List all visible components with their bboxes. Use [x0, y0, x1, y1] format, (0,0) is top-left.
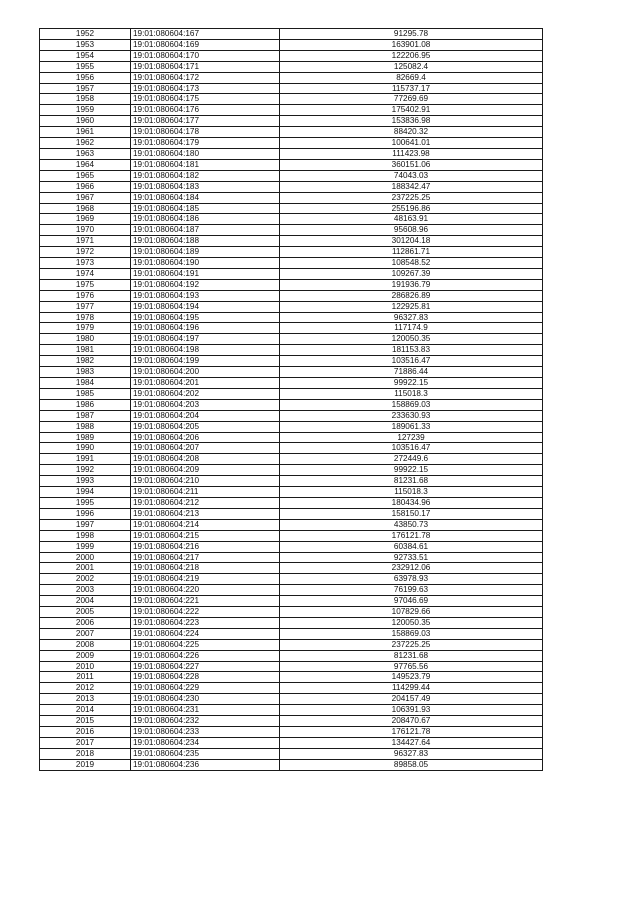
table-row	[40, 94, 543, 105]
table-row	[40, 127, 543, 138]
amount-cell: 74043.03	[280, 170, 543, 181]
table-row	[40, 50, 543, 61]
cadastral-number-cell: 19:01:080604:204	[131, 410, 280, 421]
amount-cell: 107829.66	[280, 607, 543, 618]
amount-cell: 237225.25	[280, 192, 543, 203]
amount-cell: 99922.15	[280, 465, 543, 476]
row-number-cell: 2000	[40, 552, 131, 563]
cadastral-number-cell: 19:01:080604:181	[131, 159, 280, 170]
table-row	[40, 628, 543, 639]
cadastral-number-cell: 19:01:080604:180	[131, 148, 280, 159]
cadastral-number-cell: 19:01:080604:208	[131, 454, 280, 465]
amount-cell: 43850.73	[280, 519, 543, 530]
row-number-cell: 1994	[40, 487, 131, 498]
cadastral-number-cell: 19:01:080604:231	[131, 705, 280, 716]
row-number-cell: 1987	[40, 410, 131, 421]
table-row	[40, 683, 543, 694]
table-row	[40, 236, 543, 247]
cadastral-number-cell: 19:01:080604:210	[131, 476, 280, 487]
cadastral-number-cell: 19:01:080604:228	[131, 672, 280, 683]
cadastral-number-cell: 19:01:080604:227	[131, 661, 280, 672]
row-number-cell: 1996	[40, 508, 131, 519]
row-number-cell: 1959	[40, 105, 131, 116]
table-row	[40, 39, 543, 50]
table-row	[40, 345, 543, 356]
table-row	[40, 585, 543, 596]
row-number-cell: 1985	[40, 388, 131, 399]
row-number-cell: 2013	[40, 694, 131, 705]
amount-cell: 188342.47	[280, 181, 543, 192]
table-row	[40, 301, 543, 312]
cadastral-number-cell: 19:01:080604:218	[131, 563, 280, 574]
row-number-cell: 1966	[40, 181, 131, 192]
cadastral-number-cell: 19:01:080604:205	[131, 421, 280, 432]
amount-cell: 180434.96	[280, 497, 543, 508]
amount-cell: 127239	[280, 432, 543, 443]
row-number-cell: 2009	[40, 650, 131, 661]
cadastral-number-cell: 19:01:080604:232	[131, 716, 280, 727]
table-row	[40, 268, 543, 279]
cadastral-number-cell: 19:01:080604:220	[131, 585, 280, 596]
amount-cell: 106391.93	[280, 705, 543, 716]
table-row	[40, 476, 543, 487]
row-number-cell: 1977	[40, 301, 131, 312]
table-row	[40, 639, 543, 650]
amount-cell: 115737.17	[280, 83, 543, 94]
cadastral-number-cell: 19:01:080604:213	[131, 508, 280, 519]
cadastral-number-cell: 19:01:080604:222	[131, 607, 280, 618]
cadastral-number-cell: 19:01:080604:187	[131, 225, 280, 236]
amount-cell: 95608.96	[280, 225, 543, 236]
table-row	[40, 508, 543, 519]
row-number-cell: 1995	[40, 497, 131, 508]
table-row	[40, 290, 543, 301]
amount-cell: 88420.32	[280, 127, 543, 138]
row-number-cell: 2003	[40, 585, 131, 596]
row-number-cell: 2010	[40, 661, 131, 672]
amount-cell: 232912.06	[280, 563, 543, 574]
table-row	[40, 334, 543, 345]
table-row	[40, 454, 543, 465]
row-number-cell: 1997	[40, 519, 131, 530]
table-row	[40, 737, 543, 748]
cadastral-number-cell: 19:01:080604:193	[131, 290, 280, 301]
table-row	[40, 323, 543, 334]
table-row	[40, 148, 543, 159]
amount-cell: 158150.17	[280, 508, 543, 519]
cadastral-number-cell: 19:01:080604:183	[131, 181, 280, 192]
cadastral-number-cell: 19:01:080604:206	[131, 432, 280, 443]
table-row	[40, 432, 543, 443]
amount-cell: 77269.69	[280, 94, 543, 105]
amount-cell: 120050.35	[280, 617, 543, 628]
table-row	[40, 247, 543, 258]
row-number-cell: 1976	[40, 290, 131, 301]
table-row	[40, 497, 543, 508]
table-row	[40, 138, 543, 149]
cadastral-number-cell: 19:01:080604:167	[131, 29, 280, 40]
row-number-cell: 1993	[40, 476, 131, 487]
table-row	[40, 748, 543, 759]
row-number-cell: 2002	[40, 574, 131, 585]
table-row	[40, 574, 543, 585]
cadastral-number-cell: 19:01:080604:221	[131, 596, 280, 607]
cadastral-number-cell: 19:01:080604:209	[131, 465, 280, 476]
amount-cell: 89858.05	[280, 759, 543, 770]
row-number-cell: 1986	[40, 399, 131, 410]
table-row	[40, 596, 543, 607]
cadastral-number-cell: 19:01:080604:234	[131, 737, 280, 748]
table-row	[40, 617, 543, 628]
cadastral-number-cell: 19:01:080604:185	[131, 203, 280, 214]
row-number-cell: 1964	[40, 159, 131, 170]
table-row	[40, 83, 543, 94]
row-number-cell: 1955	[40, 61, 131, 72]
cadastral-number-cell: 19:01:080604:236	[131, 759, 280, 770]
table-row	[40, 541, 543, 552]
row-number-cell: 2001	[40, 563, 131, 574]
cadastral-number-cell: 19:01:080604:211	[131, 487, 280, 498]
row-number-cell: 1952	[40, 29, 131, 40]
cadastral-number-cell: 19:01:080604:219	[131, 574, 280, 585]
amount-cell: 175402.91	[280, 105, 543, 116]
row-number-cell: 2015	[40, 716, 131, 727]
row-number-cell: 1960	[40, 116, 131, 127]
row-number-cell: 1963	[40, 148, 131, 159]
table-row	[40, 421, 543, 432]
amount-cell: 92733.51	[280, 552, 543, 563]
cadastral-number-cell: 19:01:080604:191	[131, 268, 280, 279]
cadastral-number-cell: 19:01:080604:186	[131, 214, 280, 225]
table-row	[40, 170, 543, 181]
table-row	[40, 388, 543, 399]
row-number-cell: 1969	[40, 214, 131, 225]
table-row	[40, 716, 543, 727]
table-row	[40, 705, 543, 716]
table-row	[40, 563, 543, 574]
table-row	[40, 258, 543, 269]
row-number-cell: 2012	[40, 683, 131, 694]
row-number-cell: 1980	[40, 334, 131, 345]
row-number-cell: 1972	[40, 247, 131, 258]
row-number-cell: 1967	[40, 192, 131, 203]
amount-cell: 81231.68	[280, 650, 543, 661]
cadastral-number-cell: 19:01:080604:224	[131, 628, 280, 639]
cadastral-number-cell: 19:01:080604:195	[131, 312, 280, 323]
table-row	[40, 487, 543, 498]
cadastral-number-cell: 19:01:080604:173	[131, 83, 280, 94]
cadastral-number-cell: 19:01:080604:235	[131, 748, 280, 759]
cadastral-number-cell: 19:01:080604:198	[131, 345, 280, 356]
table-row	[40, 552, 543, 563]
amount-cell: 158869.03	[280, 399, 543, 410]
row-number-cell: 2016	[40, 727, 131, 738]
cadastral-number-cell: 19:01:080604:212	[131, 497, 280, 508]
row-number-cell: 1981	[40, 345, 131, 356]
table-row	[40, 367, 543, 378]
cadastral-number-cell: 19:01:080604:230	[131, 694, 280, 705]
row-number-cell: 2006	[40, 617, 131, 628]
cadastral-number-cell: 19:01:080604:200	[131, 367, 280, 378]
table-row	[40, 225, 543, 236]
row-number-cell: 1984	[40, 378, 131, 389]
cadastral-number-cell: 19:01:080604:207	[131, 443, 280, 454]
amount-cell: 97046.69	[280, 596, 543, 607]
cadastral-number-cell: 19:01:080604:171	[131, 61, 280, 72]
amount-cell: 176121.78	[280, 530, 543, 541]
table-row	[40, 607, 543, 618]
row-number-cell: 1973	[40, 258, 131, 269]
data-table	[39, 28, 543, 771]
row-number-cell: 1999	[40, 541, 131, 552]
amount-cell: 286826.89	[280, 290, 543, 301]
cadastral-number-cell: 19:01:080604:194	[131, 301, 280, 312]
amount-cell: 122925.81	[280, 301, 543, 312]
row-number-cell: 2005	[40, 607, 131, 618]
cadastral-number-cell: 19:01:080604:197	[131, 334, 280, 345]
row-number-cell: 1974	[40, 268, 131, 279]
amount-cell: 60384.61	[280, 541, 543, 552]
amount-cell: 96327.83	[280, 312, 543, 323]
row-number-cell: 2004	[40, 596, 131, 607]
cadastral-number-cell: 19:01:080604:176	[131, 105, 280, 116]
row-number-cell: 1957	[40, 83, 131, 94]
cadastral-number-cell: 19:01:080604:201	[131, 378, 280, 389]
cadastral-number-cell: 19:01:080604:182	[131, 170, 280, 181]
amount-cell: 112861.71	[280, 247, 543, 258]
row-number-cell: 1975	[40, 279, 131, 290]
table-row	[40, 759, 543, 770]
amount-cell: 181153.83	[280, 345, 543, 356]
amount-cell: 189061.33	[280, 421, 543, 432]
cadastral-number-cell: 19:01:080604:170	[131, 50, 280, 61]
amount-cell: 208470.67	[280, 716, 543, 727]
cadastral-number-cell: 19:01:080604:233	[131, 727, 280, 738]
amount-cell: 237225.25	[280, 639, 543, 650]
table-row	[40, 312, 543, 323]
cadastral-number-cell: 19:01:080604:178	[131, 127, 280, 138]
table-row	[40, 105, 543, 116]
cadastral-number-cell: 19:01:080604:169	[131, 39, 280, 50]
table-row	[40, 203, 543, 214]
table-row	[40, 29, 543, 40]
row-number-cell: 1953	[40, 39, 131, 50]
row-number-cell: 1965	[40, 170, 131, 181]
amount-cell: 158869.03	[280, 628, 543, 639]
row-number-cell: 1983	[40, 367, 131, 378]
amount-cell: 97765.56	[280, 661, 543, 672]
cadastral-number-cell: 19:01:080604:199	[131, 356, 280, 367]
row-number-cell: 2017	[40, 737, 131, 748]
row-number-cell: 1962	[40, 138, 131, 149]
row-number-cell: 1970	[40, 225, 131, 236]
table-row	[40, 192, 543, 203]
amount-cell: 109267.39	[280, 268, 543, 279]
amount-cell: 176121.78	[280, 727, 543, 738]
amount-cell: 191936.79	[280, 279, 543, 290]
amount-cell: 63978.93	[280, 574, 543, 585]
amount-cell: 360151.06	[280, 159, 543, 170]
table-row	[40, 279, 543, 290]
row-number-cell: 1971	[40, 236, 131, 247]
row-number-cell: 1998	[40, 530, 131, 541]
row-number-cell: 2011	[40, 672, 131, 683]
cadastral-number-cell: 19:01:080604:225	[131, 639, 280, 650]
cadastral-number-cell: 19:01:080604:192	[131, 279, 280, 290]
cadastral-number-cell: 19:01:080604:177	[131, 116, 280, 127]
cadastral-number-cell: 19:01:080604:216	[131, 541, 280, 552]
amount-cell: 82669.4	[280, 72, 543, 83]
cadastral-number-cell: 19:01:080604:217	[131, 552, 280, 563]
row-number-cell: 1990	[40, 443, 131, 454]
table-row	[40, 465, 543, 476]
row-number-cell: 1958	[40, 94, 131, 105]
cadastral-number-cell: 19:01:080604:229	[131, 683, 280, 694]
table-row	[40, 399, 543, 410]
row-number-cell: 1961	[40, 127, 131, 138]
amount-cell: 120050.35	[280, 334, 543, 345]
amount-cell: 108548.52	[280, 258, 543, 269]
table-row	[40, 443, 543, 454]
cadastral-number-cell: 19:01:080604:190	[131, 258, 280, 269]
amount-cell: 99922.15	[280, 378, 543, 389]
row-number-cell: 1978	[40, 312, 131, 323]
cadastral-number-cell: 19:01:080604:214	[131, 519, 280, 530]
amount-cell: 111423.98	[280, 148, 543, 159]
row-number-cell: 2008	[40, 639, 131, 650]
amount-cell: 134427.64	[280, 737, 543, 748]
table-row	[40, 378, 543, 389]
row-number-cell: 2019	[40, 759, 131, 770]
row-number-cell: 2018	[40, 748, 131, 759]
row-number-cell: 1991	[40, 454, 131, 465]
table-row	[40, 661, 543, 672]
row-number-cell: 1992	[40, 465, 131, 476]
table-row	[40, 519, 543, 530]
table-row	[40, 727, 543, 738]
table-row	[40, 530, 543, 541]
row-number-cell: 1982	[40, 356, 131, 367]
amount-cell: 204157.49	[280, 694, 543, 705]
row-number-cell: 1979	[40, 323, 131, 334]
table-row	[40, 410, 543, 421]
row-number-cell: 2014	[40, 705, 131, 716]
cadastral-number-cell: 19:01:080604:196	[131, 323, 280, 334]
amount-cell: 233630.93	[280, 410, 543, 421]
table-row	[40, 356, 543, 367]
amount-cell: 301204.18	[280, 236, 543, 247]
cadastral-number-cell: 19:01:080604:175	[131, 94, 280, 105]
table-row	[40, 650, 543, 661]
cadastral-number-cell: 19:01:080604:223	[131, 617, 280, 628]
amount-cell: 91295.78	[280, 29, 543, 40]
amount-cell: 103516.47	[280, 443, 543, 454]
table-row	[40, 61, 543, 72]
cadastral-number-cell: 19:01:080604:203	[131, 399, 280, 410]
table-row	[40, 159, 543, 170]
table-row	[40, 694, 543, 705]
cadastral-number-cell: 19:01:080604:172	[131, 72, 280, 83]
amount-cell: 125082.4	[280, 61, 543, 72]
row-number-cell: 1956	[40, 72, 131, 83]
row-number-cell: 2007	[40, 628, 131, 639]
row-number-cell: 1989	[40, 432, 131, 443]
amount-cell: 48163.91	[280, 214, 543, 225]
amount-cell: 76199.63	[280, 585, 543, 596]
amount-cell: 100641.01	[280, 138, 543, 149]
amount-cell: 71886.44	[280, 367, 543, 378]
cadastral-number-cell: 19:01:080604:179	[131, 138, 280, 149]
amount-cell: 149523.79	[280, 672, 543, 683]
amount-cell: 81231.68	[280, 476, 543, 487]
amount-cell: 96327.83	[280, 748, 543, 759]
amount-cell: 255196.86	[280, 203, 543, 214]
table-row	[40, 72, 543, 83]
amount-cell: 122206.95	[280, 50, 543, 61]
row-number-cell: 1968	[40, 203, 131, 214]
amount-cell: 272449.6	[280, 454, 543, 465]
amount-cell: 103516.47	[280, 356, 543, 367]
amount-cell: 115018.3	[280, 487, 543, 498]
amount-cell: 115018.3	[280, 388, 543, 399]
cadastral-number-cell: 19:01:080604:184	[131, 192, 280, 203]
row-number-cell: 1954	[40, 50, 131, 61]
table-row	[40, 181, 543, 192]
cadastral-number-cell: 19:01:080604:188	[131, 236, 280, 247]
table-row	[40, 672, 543, 683]
amount-cell: 117174.9	[280, 323, 543, 334]
table-row	[40, 214, 543, 225]
cadastral-number-cell: 19:01:080604:215	[131, 530, 280, 541]
amount-cell: 163901.08	[280, 39, 543, 50]
row-number-cell: 1988	[40, 421, 131, 432]
amount-cell: 153836.98	[280, 116, 543, 127]
amount-cell: 114299.44	[280, 683, 543, 694]
cadastral-number-cell: 19:01:080604:189	[131, 247, 280, 258]
cadastral-number-cell: 19:01:080604:226	[131, 650, 280, 661]
data-table-body	[40, 29, 543, 771]
table-row	[40, 116, 543, 127]
cadastral-number-cell: 19:01:080604:202	[131, 388, 280, 399]
